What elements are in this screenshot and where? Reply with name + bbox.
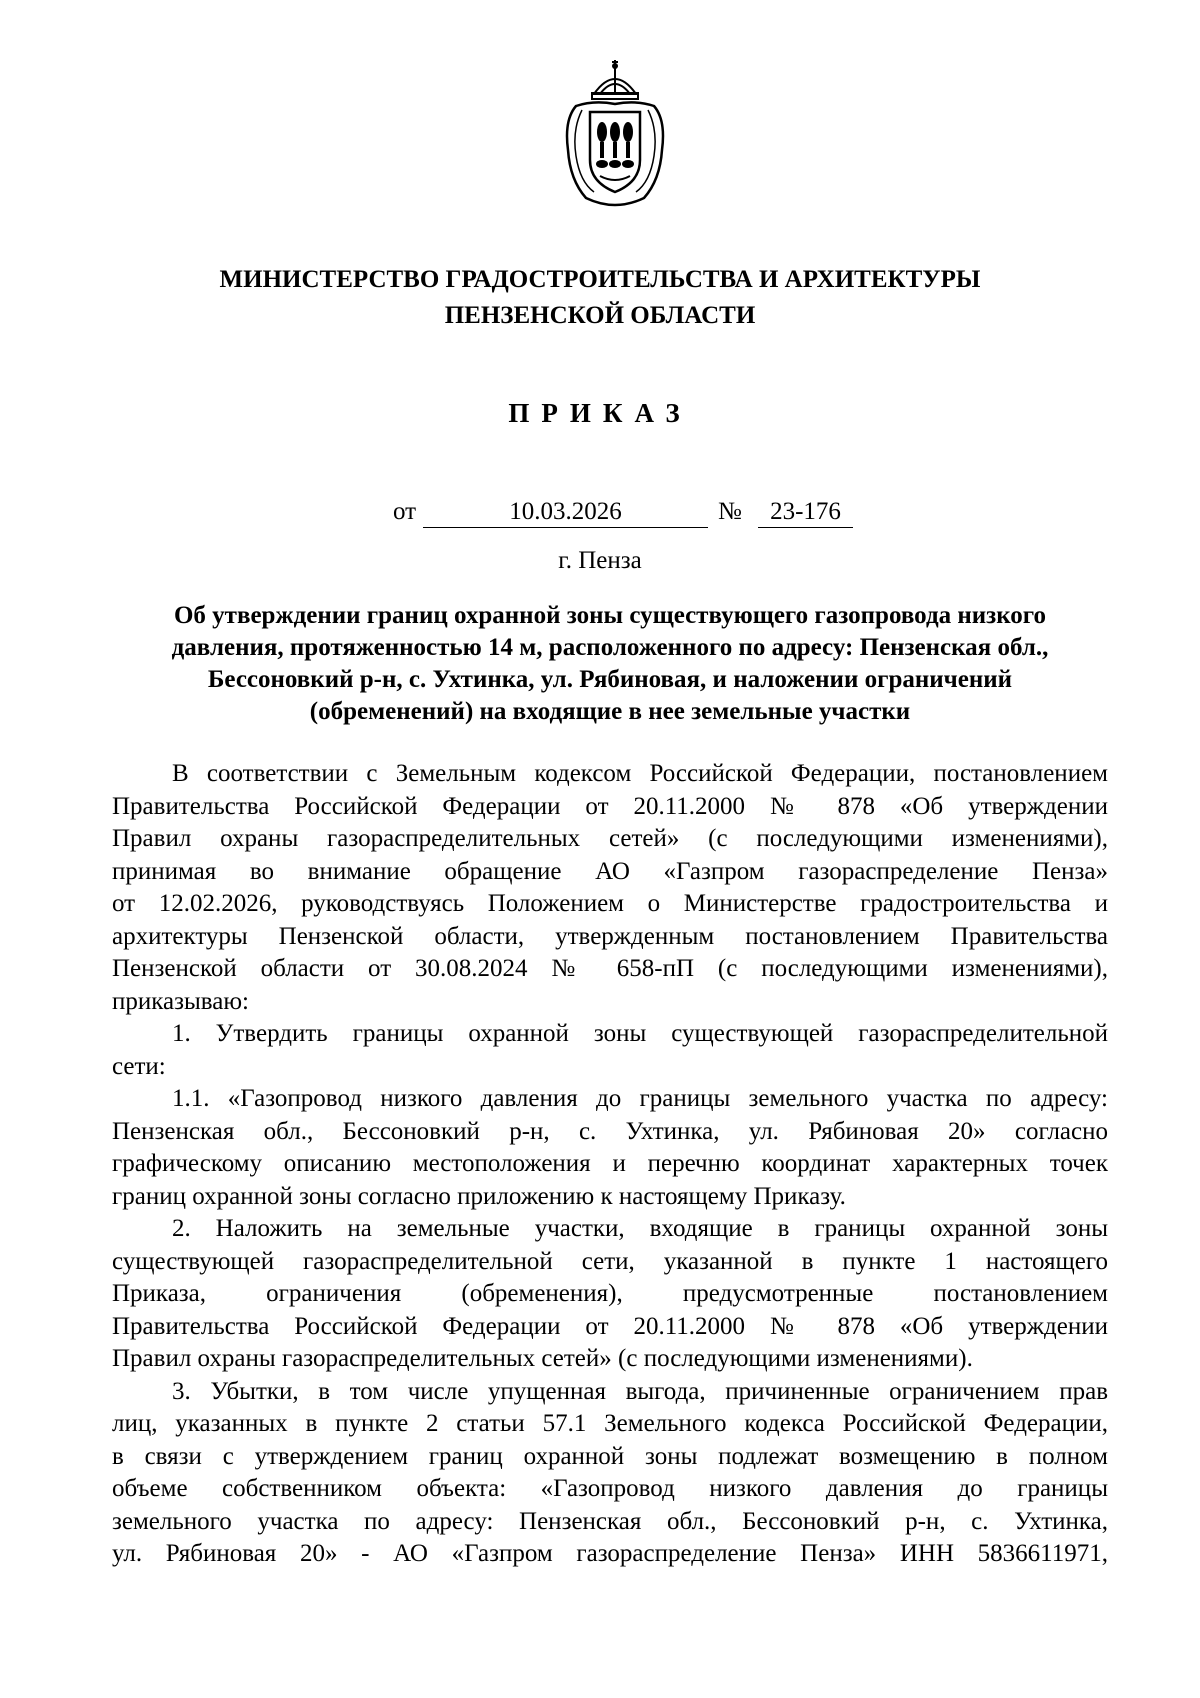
body-line: Правил охраны газораспределительных сетей» (с последующими изменениями), xyxy=(112,825,1108,852)
body-line: лиц, указанных в пункте 2 статьи 57.1 Земельного кодекса Российской Федерации, xyxy=(112,1410,1108,1437)
body-line: в связи с утверждением границ охранной зоны подлежат возмещению в полном xyxy=(112,1442,1108,1470)
subject-line: (обременений) на входящие в нее земельные участки xyxy=(309,698,911,725)
body-line: Пензенской области от 30.08.2024 № 658-пП (с последующими изменениями), xyxy=(112,955,1108,982)
body-line: В соответствии с Земельным кодексом Российской Федерации, постановлением xyxy=(172,760,1108,787)
date-from-label: от xyxy=(393,498,417,525)
body-line: Правительства Российской Федерации от 20.11.2000 № 878 «Об утверждении xyxy=(112,1312,1108,1340)
body-line: Правительства Российской Федерации от 20.11.2000 № 878 «Об утверждении xyxy=(112,792,1108,820)
body-line: архитектуры Пензенской области, утвержденным постановлением Правительства xyxy=(112,922,1108,950)
body-line: ул. Рябиновая 20» - АО «Газпром газораспределение Пенза» ИНН 5836611971, xyxy=(112,1540,1108,1567)
order-body xyxy=(112,758,1108,1571)
body-line: Приказа, ограничения (обременения), предусмотренные постановлением xyxy=(112,1280,1108,1307)
body-line: 1.1. «Газопровод низкого давления до границы земельного участка по адресу: xyxy=(172,1085,1108,1112)
body-line: приказываю: xyxy=(112,987,249,1015)
body-line: от 12.02.2026, руководствуясь Положением о Министерстве градостроительства и xyxy=(112,890,1108,917)
body-line: существующей газораспределительной сети, указанной в пункте 1 настоящего xyxy=(112,1247,1108,1275)
ministry-line-1: МИНИСТЕРСТВО ГРАДОСТРОИТЕЛЬСТВА И АРХИТЕКТУРЫ xyxy=(219,266,981,293)
body-line: сети: xyxy=(112,1052,166,1080)
ministry-line-2: ПЕНЗЕНСКОЙ ОБЛАСТИ xyxy=(444,302,756,329)
number-sign: № xyxy=(718,498,742,525)
city-name: г. Пенза xyxy=(558,547,642,574)
body-line: 3. Убытки, в том числе упущенная выгода, причиненные ограничением прав xyxy=(172,1377,1108,1405)
order-date: 10.03.2026 xyxy=(423,498,708,528)
subject-line: давления, протяженностью 14 м, расположенного по адресу: Пензенская обл., xyxy=(171,634,1049,661)
body-line: 1. Утвердить границы охранной зоны существующей газораспределительной xyxy=(172,1020,1108,1047)
order-subject xyxy=(110,600,1110,728)
ministry-name xyxy=(0,262,1200,334)
body-line: Правил охраны газораспределительных сетей» (с последующими изменениями). xyxy=(112,1345,973,1372)
subject-line: Об утверждении границ охранной зоны существующего газопровода низкого xyxy=(173,602,1047,629)
order-number: 23-176 xyxy=(758,498,853,528)
body-line: принимая во внимание обращение АО «Газпром газораспределение Пенза» xyxy=(112,857,1108,885)
coat-of-arms-emblem xyxy=(556,60,674,210)
body-line: объеме собственником объекта: «Газопровод низкого давления до границы xyxy=(112,1475,1108,1502)
order-title: ПРИКАЗ xyxy=(508,398,692,428)
body-line: границ охранной зоны согласно приложению к настоящему Приказу. xyxy=(112,1182,846,1210)
body-line: земельного участка по адресу: Пензенская обл., Бессоновкий р-н, с. Ухтинка, xyxy=(112,1507,1108,1535)
body-line: графическому описанию местоположения и перечню координат характерных точек xyxy=(112,1150,1108,1177)
subject-line: Бессоновкий р-н, с. Ухтинка, ул. Рябиновая, и наложении ограничений xyxy=(207,666,1013,693)
body-line: 2. Наложить на земельные участки, входящие в границы охранной зоны xyxy=(172,1215,1108,1242)
order-dateline xyxy=(393,498,853,530)
body-line: Пензенская обл., Бессоновкий р-н, с. Ухтинка, ул. Рябиновая 20» согласно xyxy=(112,1117,1108,1145)
